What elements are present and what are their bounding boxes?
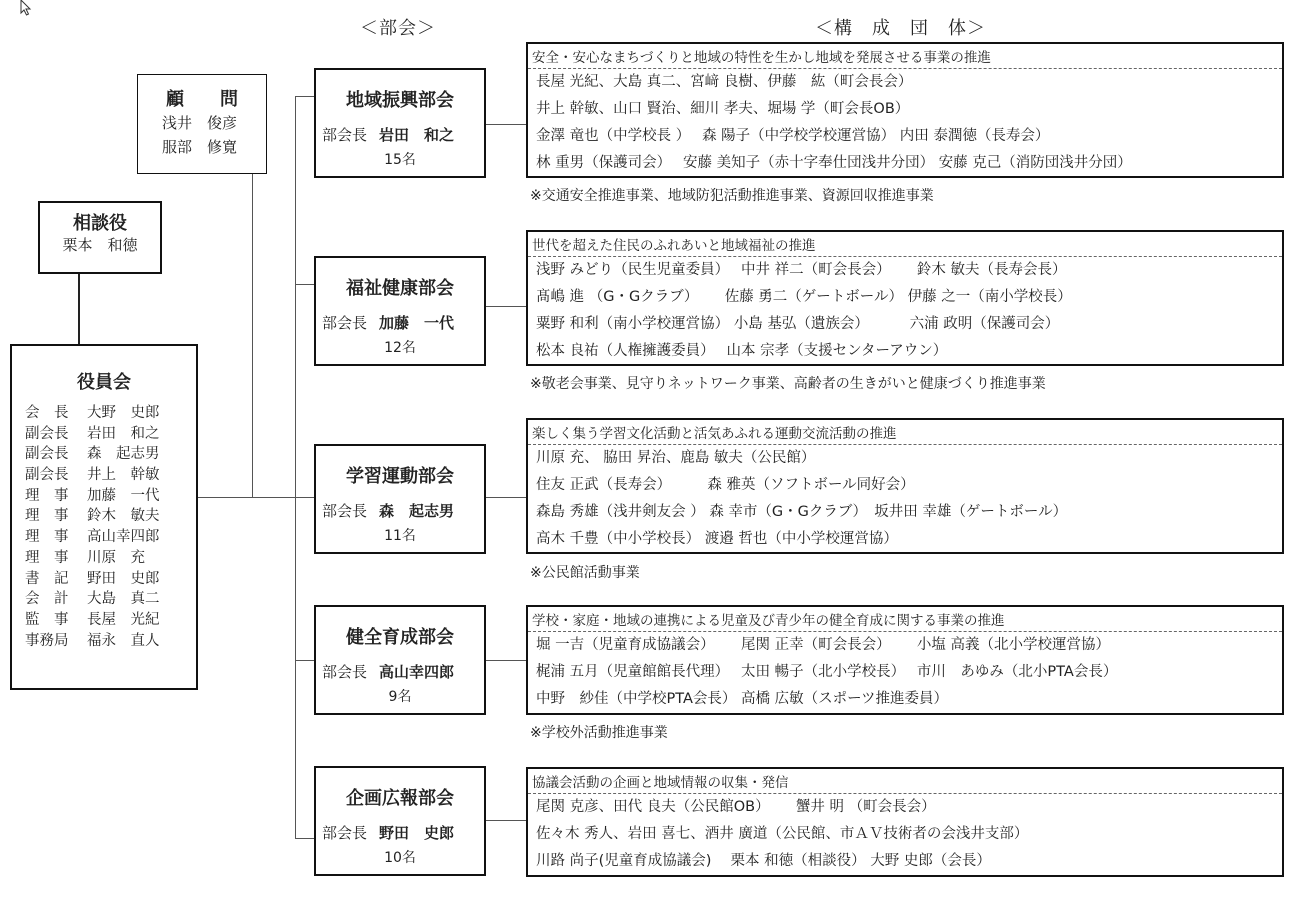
yakuin-row: [25, 403, 160, 424]
yakuin-name: 大島 真二: [87, 591, 160, 608]
dept-leader: [322, 500, 484, 521]
dept-leader-name: 岩田 和之: [379, 126, 455, 144]
connector-main-vertical: [295, 96, 296, 839]
yakuin-row: [25, 569, 160, 590]
note-fukushi: ※敬老会事業、見守りネットワーク事業、高齢者の生きがいと健康づくり推進事業: [530, 376, 1046, 392]
yakuin-row: [25, 486, 160, 507]
yakuin-name: 加藤 一代: [87, 487, 160, 504]
org-box-kenzen: [526, 605, 1284, 715]
yakuin-role: 副会長: [25, 446, 69, 463]
dept-box-gakushu: [314, 444, 486, 554]
yakuin-role: 会 長: [25, 405, 69, 421]
yakuin-row: [25, 548, 160, 569]
connector-komon: [252, 174, 253, 498]
org-row: 髙嶋 進 （G・Gクラブ） 佐藤 勇二（ゲートボール） 伊藤 之一（南小学校長）: [536, 289, 1072, 305]
connector-dept-2: [295, 284, 315, 285]
dept-leader: [322, 124, 484, 145]
dept-leader-name: 野田 史郎: [379, 824, 455, 842]
yakuin-name: 高山幸四郎: [87, 529, 160, 546]
header-kosei: ＜構 成 団 体＞: [815, 18, 986, 39]
komon-member-1: 浅井 俊彦: [162, 114, 238, 132]
sodanyaku-title: 相談役: [73, 213, 127, 234]
dept-leader-label: 部会長: [322, 502, 368, 520]
org-box-gakushu: [526, 418, 1284, 554]
org-row: 井上 幹敏、山口 賢治、細川 孝夫、堀場 学（町会長OB）: [536, 101, 910, 117]
connector-org-2: [486, 306, 526, 307]
org-row: 梶浦 五月（児童館館長代理） 太田 暢子（北小学校長） 市川 あゆみ（北小PTA会長）: [536, 664, 1118, 680]
org-box-chiiki: [526, 42, 1284, 178]
yakuin-role: 理 事: [25, 508, 69, 525]
note-kenzen: ※学校外活動推進事業: [530, 725, 668, 741]
note-chiiki: ※交通安全推進事業、地域防犯活動推進事業、資源回収推進事業: [530, 188, 934, 204]
yakuin-row: [25, 444, 160, 465]
org-row: 尾関 克彦、田代 良夫（公民館OB） 蟹井 明 （町会長会）: [536, 799, 936, 815]
dept-box-fukushi: [314, 256, 486, 366]
dept-name: 企画広報部会: [346, 788, 454, 809]
org-row: 堀 一吉（児童育成協議会） 尾関 正幸（町会長会） 小塩 高義（北小学校運営協）: [536, 637, 1111, 653]
yakuinkai-box: [10, 344, 198, 690]
note-gakushu: ※公民館活動事業: [530, 565, 640, 581]
yakuin-row: [25, 506, 160, 527]
connector-org-5: [486, 820, 526, 821]
dept-member-count: 11名: [384, 528, 416, 544]
org-row: 松本 良祐（人権擁護委員） 山本 宗孝（支援センターアウン）: [536, 343, 948, 359]
yakuin-role: 理 事: [25, 487, 69, 504]
dept-box-kikaku: [314, 766, 486, 876]
yakuin-row: [25, 589, 160, 610]
dept-box-kenzen: [314, 605, 486, 715]
connector-dept-1: [295, 96, 315, 97]
yakuin-row: [25, 610, 160, 631]
yakuin-name: 鈴木 敏夫: [87, 508, 160, 525]
org-row: 粟野 和利（南小学校運営協） 小島 基弘（遺族会） 六浦 政明（保護司会）: [536, 316, 1060, 332]
yakuin-row: [25, 631, 160, 652]
org-row: 佐々木 秀人、岩田 喜七、酒井 廣道（公民館、市ＡＶ技術者の会浅井支部）: [536, 826, 1029, 842]
org-row: 高木 千豊（中小学校長） 渡邉 哲也（中小学校運営協）: [536, 531, 898, 547]
org-row: 金澤 竜也（中学校長 ） 森 陽子（中学校学校運営協） 内田 泰潤徳（長寿会）: [536, 128, 1050, 144]
yakuin-role: 監 事: [25, 611, 69, 628]
connector-org-1: [486, 124, 526, 125]
yakuin-name: 森 起志男: [87, 446, 160, 463]
org-title: 学校・家庭・地域の連携による児童及び青少年の健全育成に関する事業の推進: [528, 607, 1282, 632]
connector-yakuinkai-out: [198, 497, 296, 498]
dept-leader: [322, 312, 484, 333]
connector-org-3: [486, 497, 526, 498]
dept-member-count: 9名: [388, 689, 412, 705]
komon-member-2: 服部 修寛: [162, 138, 238, 156]
yakuin-role: 書 記: [25, 570, 69, 587]
org-title: 協議会活動の企画と地域情報の収集・発信: [528, 769, 1282, 794]
yakuin-name: 大野 史郎: [87, 405, 160, 421]
dept-box-chiiki: [314, 68, 486, 178]
yakuin-role: 副会長: [25, 467, 69, 484]
yakuinkai-roster: [25, 403, 160, 651]
header-bukai: ＜部会＞: [360, 18, 436, 39]
dept-leader-label: 部会長: [322, 126, 368, 144]
sodanyaku-box: [38, 201, 162, 274]
sodanyaku-member: 栗本 和徳: [62, 236, 138, 254]
yakuin-name: 野田 史郎: [87, 570, 160, 587]
yakuin-row: [25, 527, 160, 548]
dept-name: 学習運動部会: [346, 466, 454, 487]
org-box-fukushi: [526, 230, 1284, 366]
dept-leader-name: 森 起志男: [379, 502, 455, 520]
dept-name: 福祉健康部会: [346, 278, 454, 299]
org-row: 森島 秀雄（浅井剣友会 ） 森 幸市（G・Gクラブ） 坂井田 幸雄（ゲートボール）: [536, 504, 1068, 520]
dept-leader-label: 部会長: [322, 314, 368, 332]
connector-dept-4: [295, 660, 315, 661]
dept-member-count: 12名: [384, 340, 416, 356]
org-row: 長屋 光紀、大島 真二、宮﨑 良樹、伊藤 紘（町会長会）: [536, 74, 913, 90]
dept-leader-label: 部会長: [322, 663, 368, 681]
yakuin-name: 岩田 和之: [87, 425, 160, 442]
yakuin-role: 理 事: [25, 549, 69, 566]
org-row: 浅野 みどり（民生児童委員） 中井 祥二（町会長会） 鈴木 敏夫（長寿会長）: [536, 262, 1067, 278]
connector-dept-3: [295, 497, 315, 498]
dept-leader: [322, 661, 484, 682]
dept-member-count: 10名: [384, 850, 416, 866]
connector-sodanyaku: [78, 274, 80, 344]
komon-title: 顧 問: [166, 89, 238, 110]
org-row: 住友 正武（長寿会） 森 雅英（ソフトボール同好会）: [536, 477, 915, 493]
mouse-cursor-icon: [20, 0, 34, 16]
yakuin-role: 会 計: [25, 591, 69, 608]
org-row: 川原 充、 脇田 昇治、鹿島 敏夫（公民館）: [536, 450, 816, 466]
org-row: 川路 尚子(児童育成協議会) 栗本 和徳（相談役） 大野 史郎（会長）: [536, 853, 991, 869]
komon-box: [137, 74, 267, 174]
yakuin-row: [25, 465, 160, 486]
yakuin-name: 井上 幹敏: [87, 467, 160, 484]
org-row: 林 重男（保護司会） 安藤 美知子（赤十字奉仕団浅井分団） 安藤 克己（消防団浅井分団）: [536, 155, 1132, 171]
connector-dept-5: [295, 838, 315, 839]
dept-leader-label: 部会長: [322, 824, 368, 842]
org-title: 楽しく集う学習文化活動と活気あふれる運動交流活動の推進: [528, 420, 1282, 445]
org-title: 安全・安心なまちづくりと地域の特性を生かし地域を発展させる事業の推進: [528, 44, 1282, 69]
dept-name: 健全育成部会: [346, 627, 454, 648]
dept-leader-name: 加藤 一代: [379, 314, 455, 332]
dept-member-count: 15名: [384, 152, 416, 168]
yakuin-role: 副会長: [25, 425, 69, 442]
connector-org-4: [486, 660, 526, 661]
yakuin-name: 長屋 光紀: [87, 611, 160, 628]
yakuin-role: 事務局: [25, 632, 69, 649]
yakuin-role: 理 事: [25, 529, 69, 546]
yakuin-row: [25, 424, 160, 445]
yakuinkai-title: 役員会: [77, 372, 131, 393]
org-box-kikaku: [526, 767, 1284, 877]
yakuin-name: 川原 充: [87, 549, 145, 566]
dept-leader-name: 高山幸四郎: [379, 663, 455, 681]
dept-leader: [322, 822, 484, 843]
dept-name: 地域振興部会: [346, 90, 454, 111]
yakuin-name: 福永 直人: [87, 632, 160, 649]
org-title: 世代を超えた住民のふれあいと地域福祉の推進: [528, 232, 1282, 257]
org-row: 中野 紗佳（中学校PTA会長） 高橋 広敏（スポーツ推進委員）: [536, 691, 949, 707]
